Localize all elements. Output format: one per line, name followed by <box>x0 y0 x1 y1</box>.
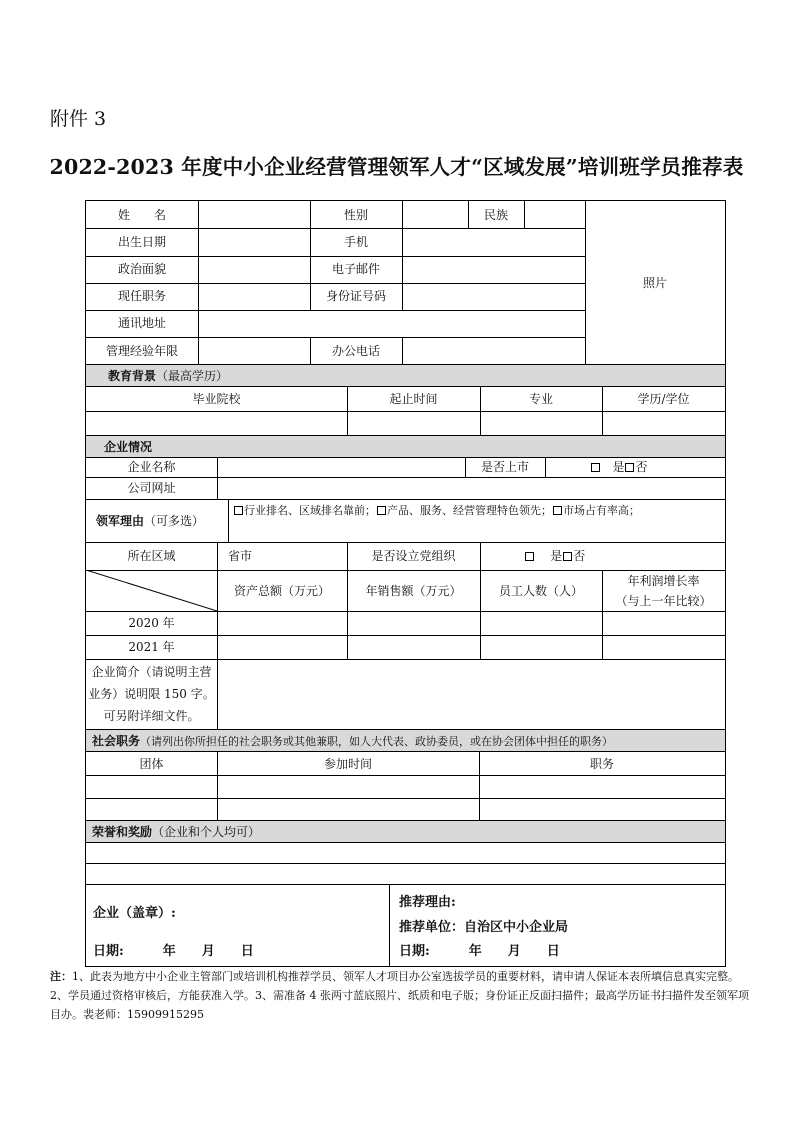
education-heading-note: （最高学历） <box>156 369 229 383</box>
grid-line <box>86 751 725 752</box>
listed-options <box>590 459 647 475</box>
leader-reason-text: 领军理由 <box>96 514 145 528</box>
grid-line <box>86 842 725 843</box>
party-checkbox-no[interactable] <box>563 552 572 561</box>
party-label: 是否设立党组织 <box>371 549 456 563</box>
birth-date-label: 出生日期 <box>117 235 166 249</box>
ethnicity-label: 民族 <box>483 208 508 222</box>
leader-reason-note: （可多选） <box>144 514 205 528</box>
listed-checkbox-no[interactable] <box>625 463 634 472</box>
listed-no: 否 <box>635 460 648 474</box>
grid-line <box>86 635 725 636</box>
date-right: 日期: 年 月 日 <box>399 944 560 959</box>
social-heading <box>92 733 613 750</box>
grid-line <box>86 337 585 338</box>
social-heading-text: 社会职务 <box>92 734 141 748</box>
listed-label: 是否上市 <box>480 460 529 474</box>
political-status-label: 政治面貌 <box>117 262 166 276</box>
grid-line <box>86 659 725 660</box>
recommend-unit: 推荐单位：自治区中小企业局 <box>399 920 569 935</box>
grid-line <box>86 364 725 365</box>
social-col-duty: 职务 <box>589 757 614 771</box>
grid-line <box>86 477 725 478</box>
education-heading-text: 教育背景 <box>108 369 157 383</box>
grid-line <box>86 435 725 436</box>
region-label: 所在区域 <box>127 549 176 563</box>
grid-line <box>217 457 218 499</box>
leader-reason-options <box>233 503 640 519</box>
reason-opt1-checkbox[interactable] <box>234 506 243 515</box>
address-label: 通讯地址 <box>117 316 166 330</box>
grid-line <box>86 542 725 543</box>
year-2021: 2021 年 <box>128 640 175 654</box>
grid-line <box>217 542 218 729</box>
grid-line <box>402 337 403 364</box>
grid-line <box>86 884 725 885</box>
grid-line <box>86 775 725 776</box>
footnote-label: 注： <box>50 970 72 983</box>
grid-line <box>86 798 725 799</box>
intro-line-1: 企业简介（请说明主营 <box>91 665 212 679</box>
intro-line-3: 可另附详细文件。 <box>103 709 200 723</box>
mobile-label: 手机 <box>343 235 368 249</box>
education-heading <box>108 368 228 384</box>
enterprise-band <box>86 435 725 457</box>
edu-col-school: 毕业院校 <box>192 392 241 406</box>
grid-line <box>480 542 481 659</box>
reason-opt2: 产品、服务、经营管理特色领先； <box>387 504 552 517</box>
current-position-label: 现任职务 <box>117 289 166 303</box>
grid-line <box>86 283 585 284</box>
grid-line <box>86 228 585 229</box>
year-2020: 2020 年 <box>128 616 175 630</box>
reason-opt3-checkbox[interactable] <box>553 506 562 515</box>
company-name-label: 企业名称 <box>127 460 176 474</box>
grid-line <box>402 201 403 310</box>
office-phone-label: 办公电话 <box>331 344 380 358</box>
fin-col-sales: 年销售额（万元） <box>365 584 462 598</box>
website-label: 公司网址 <box>127 481 176 495</box>
attachment-label: 附件 3 <box>50 108 107 130</box>
edu-col-major: 专业 <box>528 392 553 406</box>
gender-label: 性别 <box>343 208 368 222</box>
intro-line-2: 业务）说明限 150 字。 <box>88 687 215 701</box>
party-yes: 是 <box>550 549 563 563</box>
footnote <box>50 967 750 1024</box>
company-seal-label: 企业（盖章）: <box>93 906 176 921</box>
page-title: 2022-2023 年度中小企业经营管理领军人才“区域发展”培训班学员推荐表 <box>49 155 744 179</box>
party-options <box>524 548 585 564</box>
region-value: 省市 <box>228 549 253 563</box>
grid-line <box>86 457 725 458</box>
grid-line <box>86 611 725 612</box>
grid-line <box>86 256 585 257</box>
honors-heading-text: 荣誉和奖励 <box>92 825 153 839</box>
footnote-text: 1、此表为地方中小企业主管部门或培训机构推荐学员、领军人才项目办公室选拔学员的重要材料，请申请人保证本表所填信息真实完整。2、学员通过资格审核后，方能获准入学。3、需准备 4 张两寸蓝底照片、纸质和电子版；身份证正反面扫描件；最高学历证书扫描件发至领军项目办。裴老师：15909915295 <box>50 970 749 1021</box>
party-checkbox-blank[interactable] <box>525 552 534 561</box>
photo-label: 照片 <box>642 276 667 290</box>
grid-line <box>86 820 725 821</box>
honors-heading-note: （企业和个人均可） <box>152 825 261 839</box>
fin-col-assets: 资产总额（万元） <box>233 584 330 598</box>
fin-col-profit-growth: 年利润增长率 <box>627 574 700 588</box>
grid-line <box>86 386 725 387</box>
recommend-reason-label: 推荐理由: <box>399 895 456 910</box>
email-label: 电子邮件 <box>331 262 380 276</box>
diagonal-header-cell <box>86 570 217 611</box>
edu-col-degree: 学历/学位 <box>637 392 690 406</box>
name-label: 姓 名 <box>117 208 166 222</box>
grid-line <box>198 201 199 364</box>
reason-opt2-checkbox[interactable] <box>377 506 386 515</box>
management-years-label: 管理经验年限 <box>105 344 178 358</box>
listed-checkbox-blank[interactable] <box>591 463 600 472</box>
grid-line <box>86 411 725 412</box>
honors-heading <box>92 824 260 840</box>
fin-col-profit-growth-note: （与上一年比较） <box>615 594 712 608</box>
edu-col-period: 起止时间 <box>389 392 438 406</box>
id-number-label: 身份证号码 <box>325 289 386 303</box>
grid-line <box>86 310 585 311</box>
leader-reason-label <box>96 513 204 529</box>
grid-line <box>86 499 725 500</box>
enterprise-heading: 企业情况 <box>104 440 153 454</box>
social-heading-note: （请列出你所担任的社会职务或其他兼职，如人大代表、政协委员，或在协会团体中担任的职务） <box>140 735 614 748</box>
grid-line <box>86 863 725 864</box>
grid-line <box>545 457 546 477</box>
reason-opt1: 行业排名、区域排名靠前； <box>244 504 376 517</box>
grid-line <box>389 884 390 966</box>
party-no: 否 <box>573 549 586 563</box>
reason-opt3: 市场占有率高； <box>563 504 640 517</box>
grid-line <box>524 201 525 228</box>
grid-line <box>228 499 229 542</box>
grid-line <box>86 729 725 730</box>
listed-yes: 是 <box>612 460 625 474</box>
social-col-time: 参加时间 <box>323 757 372 771</box>
date-left: 日期: 年 月 日 <box>93 944 254 959</box>
fin-col-staff: 员工人数（人） <box>498 584 583 598</box>
social-col-group: 团体 <box>139 757 164 771</box>
